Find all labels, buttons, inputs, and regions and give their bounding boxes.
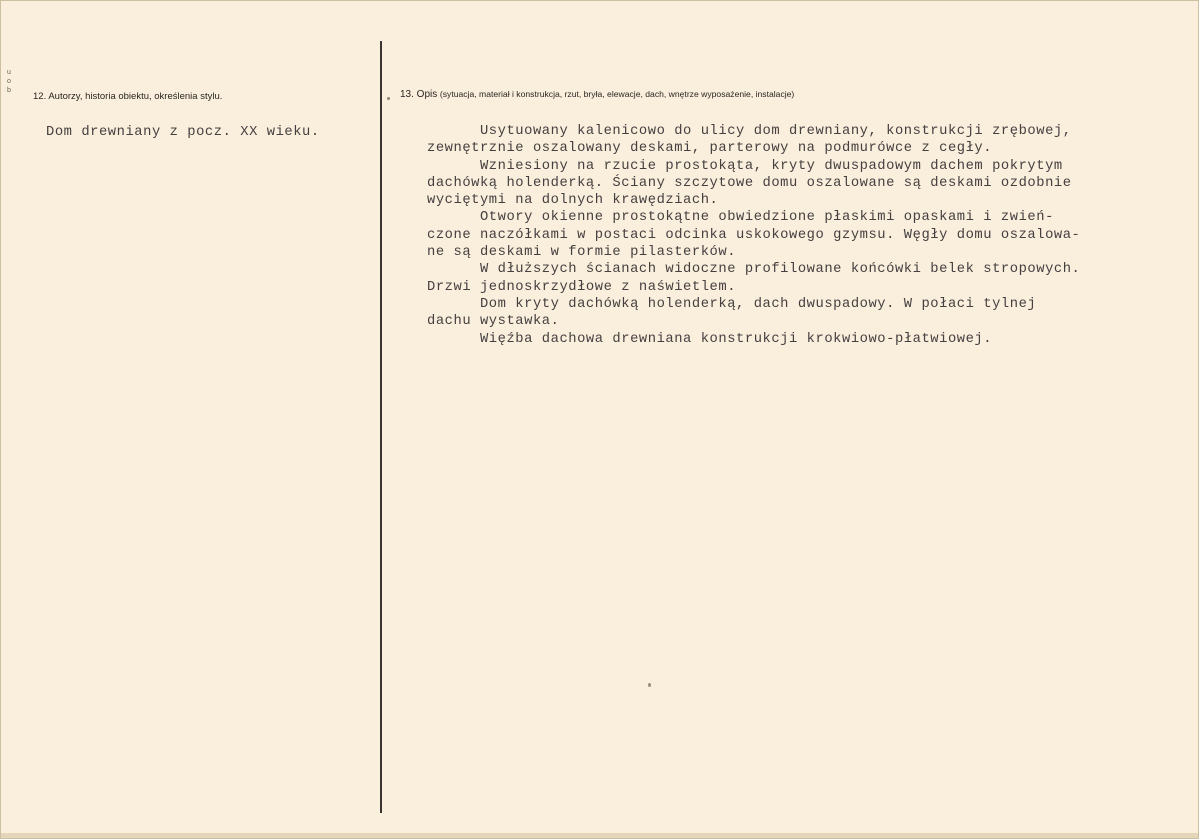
description-line: Dom kryty dachówką holenderką, dach dwuspadowy. W połaci tylnej	[427, 296, 1037, 312]
card-bottom-edge	[1, 833, 1198, 838]
field-12-label: 12. Autorzy, historia obiektu, określenia stylu.	[33, 91, 223, 102]
field-13-label-title: 13. Opis	[400, 89, 438, 100]
paper-speck	[648, 683, 651, 687]
description-line: W dłuższych ścianach widoczne profilowane końcówki belek stropowych.	[427, 262, 1081, 278]
description-line: ne są deskami w formie pilasterków.	[427, 245, 737, 261]
description-line: Drzwi jednoskrzydłowe z naświetlem.	[427, 279, 737, 295]
description-line: Wzniesiony na rzucie prostokąta, kryty dwuspadowym dachem pokrytym	[427, 158, 1063, 174]
margin-dot	[387, 97, 390, 100]
field-13-label	[400, 89, 794, 100]
column-divider	[380, 41, 382, 813]
description-line: wyciętymi na dolnych krawędziach.	[427, 193, 719, 209]
field-12-value: Dom drewniany z pocz. XX wieku.	[46, 125, 320, 140]
description-line: zewnętrznie oszalowany deskami, parterowy na podmurówce z cegły.	[427, 141, 993, 157]
description-line: Otwory okienne prostokątne obwiedzione płaskimi opaskami i zwień-	[427, 210, 1054, 226]
field-13-label-subtitle: (sytuacja, materiał i konstrukcja, rzut, bryła, elewacje, dach, wnętrze wyposażenie, instalacje)	[439, 89, 795, 99]
description-line: dachu wystawka.	[427, 314, 560, 330]
margin-marks: u o b	[7, 69, 11, 94]
field-13-description	[427, 123, 1080, 348]
description-line: czone naczółkami w postaci odcinka uskokowego gzymsu. Węgły domu oszalowa-	[427, 227, 1081, 243]
description-line: Usytuowany kalenicowo do ulicy dom drewniany, konstrukcji zrębowej,	[427, 124, 1072, 139]
description-line: dachówką holenderką. Ściany szczytowe domu oszalowane są deskami ozdobnie	[427, 175, 1072, 191]
description-line: Więźba dachowa drewniana konstrukcji krokwiowo-płatwiowej.	[427, 331, 993, 347]
